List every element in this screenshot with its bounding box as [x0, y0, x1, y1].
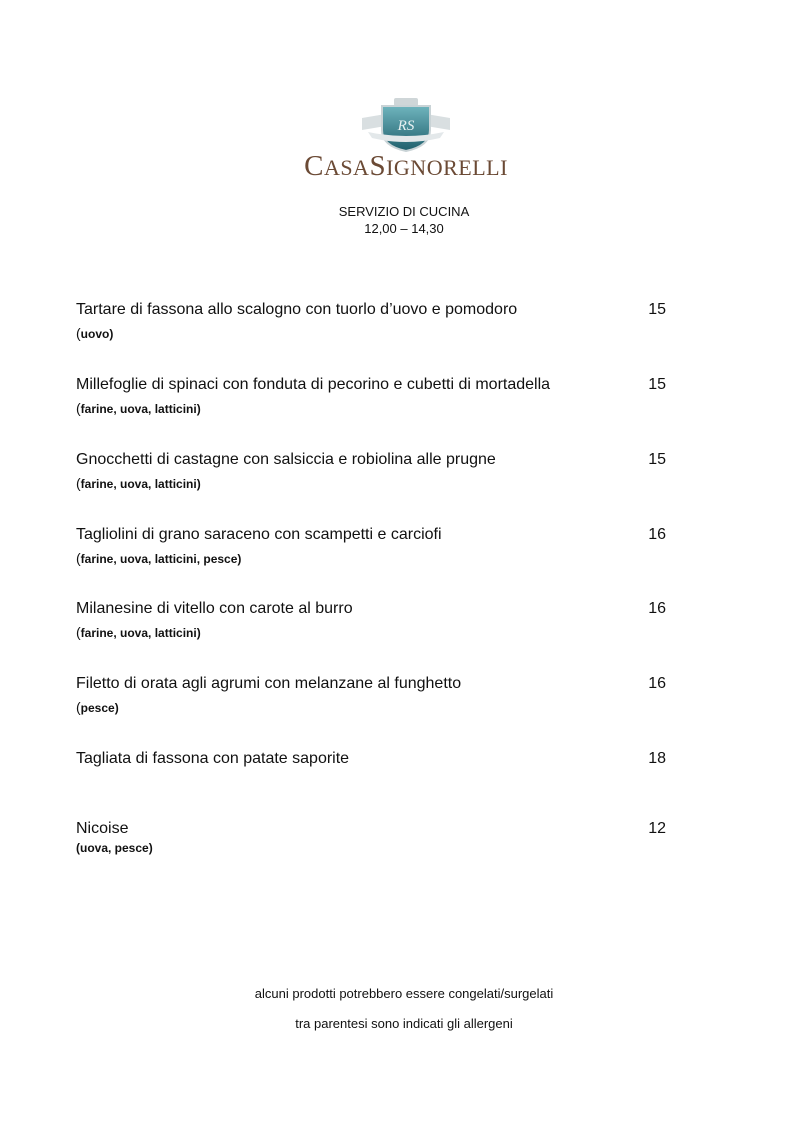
dish-name: Filetto di orata agli agrumi con melanzane al funghetto [76, 675, 462, 692]
dish-price: 15 [648, 451, 666, 468]
brand-name: CASASIGNORELLI [304, 150, 508, 182]
dish-allergens: (farine, uova, latticini) [76, 400, 201, 416]
dish-name: Millefoglie di spinaci con fonduta di pecorino e cubetti di mortadella [76, 376, 551, 393]
menu-item [76, 599, 666, 641]
footer-note-frozen: alcuni prodotti potrebbero essere congelati/surgelati [254, 986, 554, 1001]
service-info [0, 203, 793, 237]
dish-name: Milanesine di vitello con carote al burro [76, 600, 353, 617]
menu-item [76, 375, 666, 417]
service-title: SERVIZIO DI CUCINA [338, 204, 470, 219]
dish-price: 16 [648, 675, 666, 692]
dish-allergens: (pesce) [76, 699, 119, 715]
menu-item [76, 674, 666, 716]
brand-logo [300, 96, 512, 184]
dish-allergens: (farine, uova, latticini) [76, 475, 201, 491]
dish-name: Tartare di fassona allo scalogno con tuorlo d’uovo e pomodoro [76, 301, 518, 318]
svg-text:RS: RS [397, 118, 415, 134]
dish-allergens: (farine, uova, latticini) [76, 624, 201, 640]
menu-item [76, 525, 666, 567]
dish-price: 16 [648, 526, 666, 543]
dish-name: Tagliolini di grano saraceno con scampetti e carciofi [76, 526, 442, 543]
dish-allergens: (farine, uova, latticini, pesce) [76, 550, 242, 566]
dish-allergens: (uovo) [76, 325, 114, 341]
dish-name: Gnocchetti di castagne con salsiccia e robiolina alle prugne [76, 451, 496, 468]
menu-item [76, 749, 666, 769]
menu-item [76, 300, 666, 342]
service-hours: 12,00 – 14,30 [364, 221, 444, 236]
dish-allergens: (uova, pesce) [76, 841, 153, 855]
footer-note-allergens: tra parentesi sono indicati gli allergeni [295, 1016, 513, 1031]
menu-item [76, 450, 666, 492]
dish-price: 18 [648, 750, 666, 767]
dish-price: 12 [648, 820, 666, 837]
menu-item [76, 819, 666, 856]
dish-price: 15 [648, 376, 666, 393]
dish-price: 16 [648, 600, 666, 617]
dish-name: Nicoise [76, 820, 129, 837]
dish-name: Tagliata di fassona con patate saporite [76, 750, 350, 767]
shield-crest-icon [358, 96, 454, 152]
dish-price: 15 [648, 301, 666, 318]
